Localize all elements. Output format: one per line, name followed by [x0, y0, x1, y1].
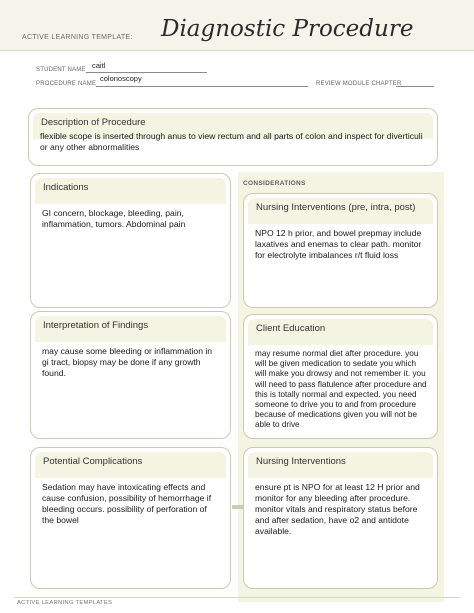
- nursing-interventions-pip-text[interactable]: NPO 12 h prior, and bowel prepmay include laxatives and enemas to clear path. monitor for electrolyte imbalances r/t fluid loss: [255, 228, 422, 260]
- procedure-name-field[interactable]: colonoscopy: [100, 74, 142, 83]
- nursing-interventions-title: Nursing Interventions: [256, 456, 346, 467]
- client-education-box: [243, 314, 438, 439]
- student-name-label: STUDENT NAME: [36, 67, 86, 73]
- nursing-interventions-box: [243, 447, 438, 589]
- review-module-underline[interactable]: [396, 86, 434, 87]
- student-name-field[interactable]: caitl: [92, 61, 106, 70]
- interpretation-text[interactable]: may cause some bleeding or inflammation in gi tract, biopsy may be done if any growth found.: [42, 346, 213, 378]
- description-box: [28, 108, 438, 166]
- review-module-label: REVIEW MODULE CHAPTER: [316, 81, 402, 87]
- footer-label: ACTIVE LEARNING TEMPLATES: [17, 600, 113, 606]
- client-education-text[interactable]: may resume normal diet after procedure. you will be given medication to sedate you which will make you drowsy and not remember it. you will need to pass flatulence after procedure and this is totally normal and expected. you need someone to drive you to and from procedure because of medications given you will not be able to drive: [255, 349, 427, 430]
- nursing-interventions-pip-box: [243, 193, 438, 308]
- complications-box: [30, 447, 231, 589]
- procedure-name-underline: [96, 86, 308, 87]
- indications-text[interactable]: GI concern, blockage, bleeding, pain, inflammation, tumors. Abdominal pain: [42, 208, 186, 229]
- nursing-interventions-pip-title: Nursing Interventions (pre, intra, post): [256, 202, 416, 213]
- interpretation-title: Interpretation of Findings: [43, 320, 149, 331]
- indications-title: Indications: [43, 182, 89, 193]
- student-name-underline: [86, 72, 207, 73]
- considerations-label: CONSIDERATIONS: [243, 180, 306, 187]
- interpretation-box: [30, 311, 231, 439]
- indications-box: [30, 173, 231, 308]
- footer-divider: [14, 597, 460, 598]
- nursing-interventions-text[interactable]: ensure pt is NPO for at least 12 H prior and monitor for any bleeding after procedure. monitor vitals and respiratory status before and after sedation, have o2 and antidote available.: [255, 482, 420, 536]
- template-label: ACTIVE LEARNING TEMPLATE:: [22, 34, 133, 41]
- procedure-name-label: PROCEDURE NAME: [36, 81, 97, 87]
- complications-title: Potential Complications: [43, 456, 143, 467]
- description-title: Description of Procedure: [41, 117, 146, 128]
- complications-text[interactable]: Sedation may have intoxicating effects and cause confusion, possibility of hemorrhage if bleeding occurs. possibility of perforation of the bowel: [42, 482, 212, 525]
- client-education-title: Client Education: [256, 323, 326, 334]
- page-title: Diagnostic Procedure: [161, 16, 414, 42]
- description-text[interactable]: flexible scope is inserted through anus to view rectum and all parts of colon and inspect for diverticuli or any other abnormalities: [40, 131, 423, 152]
